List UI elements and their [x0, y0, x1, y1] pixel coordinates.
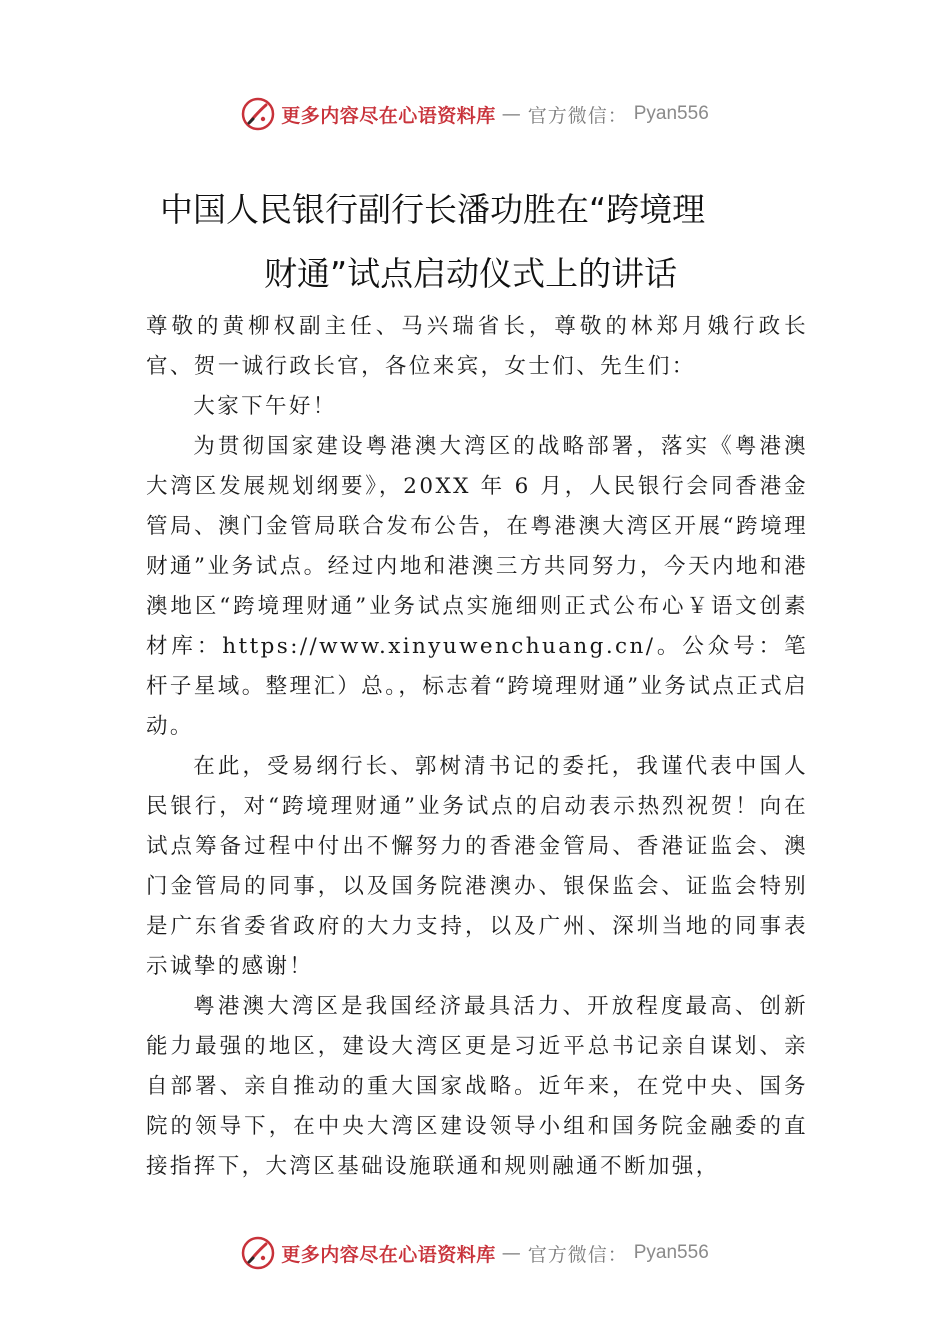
- wechat-id: Pyan556: [633, 103, 709, 124]
- banner-separator: —: [501, 1242, 522, 1264]
- footer-banner: [0, 1231, 950, 1275]
- brand-text: 更多内容尽在心语资料库: [281, 1243, 496, 1266]
- salutation-paragraph: 尊敬的黄柳权副主任、马兴瑞省长，尊敬的林郑月娥行政长官、贺一诚行政长官，各位来宾，女士们、先生们：: [146, 314, 808, 379]
- body-paragraph-3: 粤港澳大湾区是我国经济最具活力、开放程度最高、创新能力最强的地区，建设大湾区更是习近平总书记亲自谋划、亲自部署、亲自推动的重大国家战略。近年来，在党中央、国务院的领导下，在中央大湾区建设领导小组和国务院金融委的直接指挥下，大湾区基础设施联通和规则融通不断加强，: [146, 994, 808, 1179]
- wechat-label: 官方微信：: [527, 1243, 628, 1266]
- brush-logo-icon: [241, 1236, 275, 1270]
- title-line-2: 财通”试点启动仪式上的讲话: [264, 254, 678, 293]
- speech-body: [146, 307, 808, 1187]
- header-banner: [0, 92, 950, 136]
- title-line-1: 中国人民银行副行长潘功胜在“跨境理: [160, 190, 706, 229]
- brush-logo-icon: [241, 97, 275, 131]
- banner-separator: —: [501, 103, 522, 125]
- wechat-id: Pyan556: [633, 1242, 709, 1263]
- body-paragraph-2: 在此，受易纲行长、郭树清书记的委托，我谨代表中国人民银行，对“跨境理财通”业务试点的启动表示热烈祝贺！向在试点筹备过程中付出不懈努力的香港金管局、香港证监会、澳门金管局的同事，以及国务院港澳办、银保监会、证监会特别是广东省委省政府的大力支持，以及广州、深圳当地的同事表示诚挚的感谢！: [146, 754, 808, 979]
- greeting-paragraph: 大家下午好！: [193, 394, 337, 419]
- body-paragraph-1: 为贯彻国家建设粤港澳大湾区的战略部署，落实《粤港澳大湾区发展规划纲要》，20XX 年 6 月，人民银行会同香港金管局、澳门金管局联合发布公告，在粤港澳大湾区开展“跨境理财通”业务试点。经过内地和港澳三方共同努力，今天内地和港澳地区“跨境理财通”业务试点实施细则正式公布心￥语文创素材库：https://www.xinyuwenchuang.cn/。公众号：笔杆子星域。整理汇）总。，标志着“跨境理财通”业务试点正式启动。: [146, 434, 808, 739]
- document-title: [0, 182, 950, 310]
- wechat-label: 官方微信：: [527, 104, 628, 127]
- brand-text: 更多内容尽在心语资料库: [281, 104, 496, 127]
